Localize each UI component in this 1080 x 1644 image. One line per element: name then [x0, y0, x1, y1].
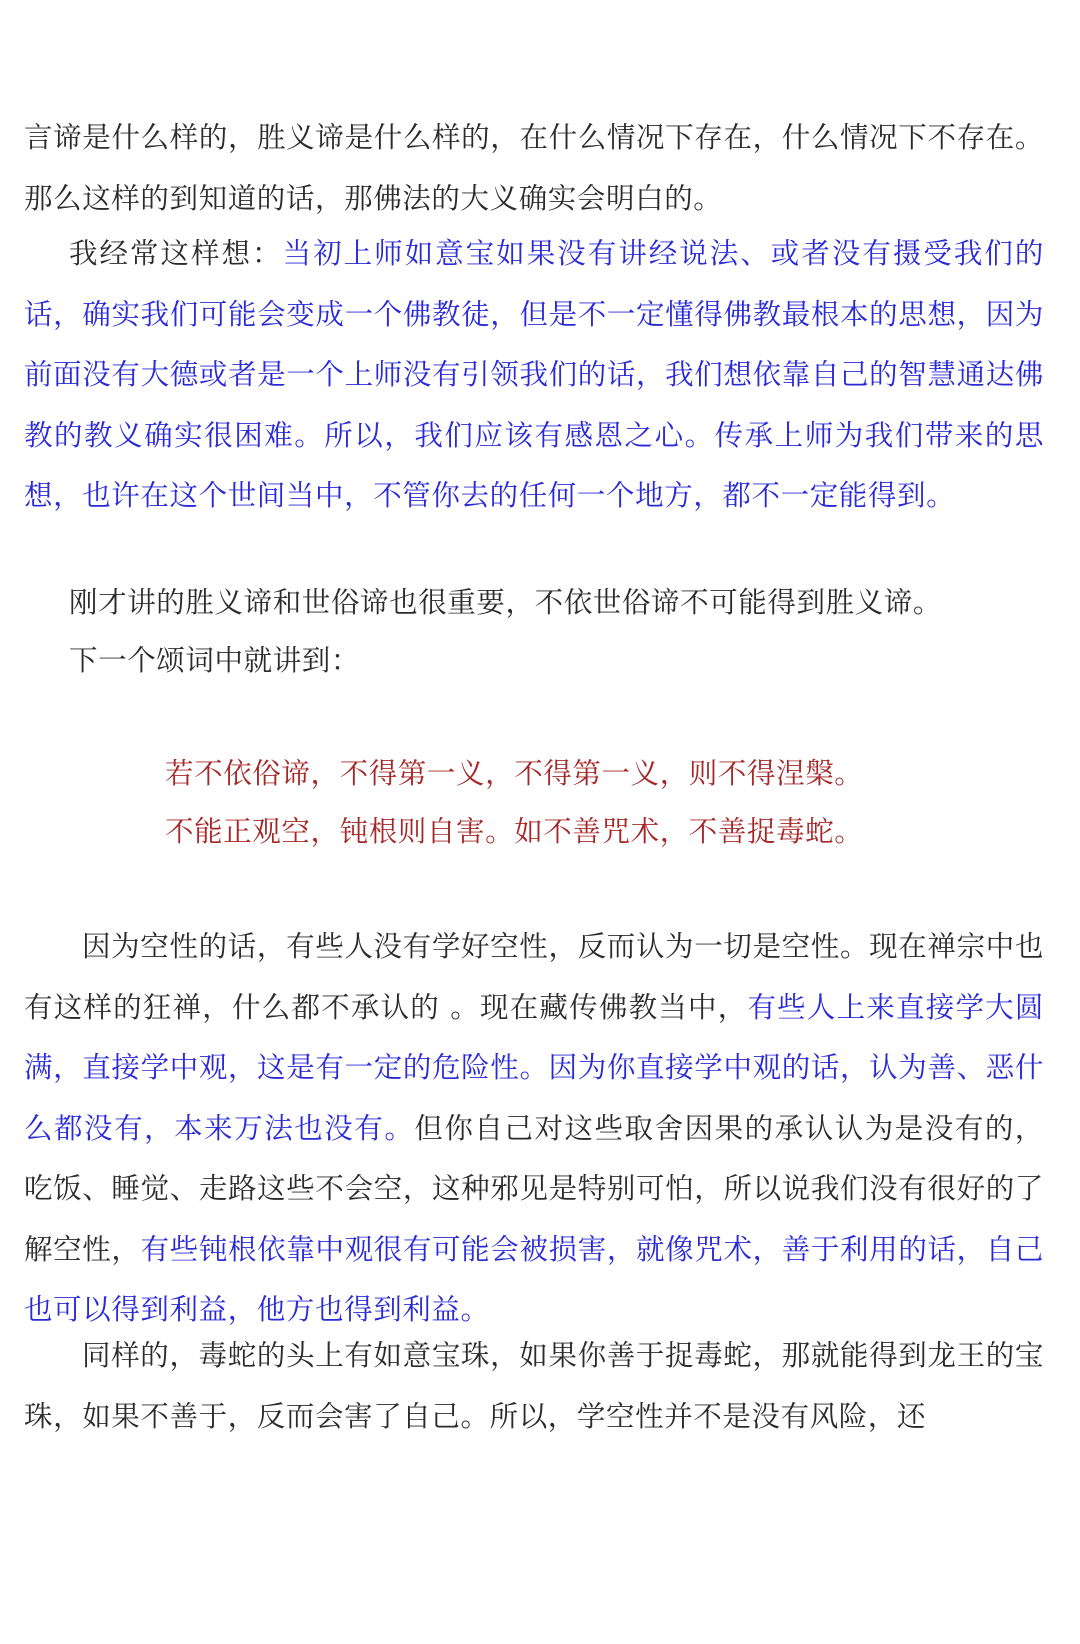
paragraph-3-text: 刚才讲的胜义谛和世俗谛也很重要，不依世俗谛不可能得到胜义谛。	[69, 586, 943, 619]
paragraph-1-text: 言谛是什么样的，胜义谛是什么样的，在什么情况下存在，什么情况下不存在。那么这样的到知道的话，那佛法的大义确实会明白的。	[24, 121, 1044, 215]
verse-block	[165, 745, 1045, 861]
paragraph-5-highlight-2: 有些钝根依靠中观很有可能会被损害，就像咒术，善于利用的话，自己也可以得到利益，他方也得到利益。	[24, 1232, 1044, 1326]
paragraph-2-lead: 我经常这样想：	[69, 237, 283, 270]
paragraph-2-highlight: 当初上师如意宝如果没有讲经说法、或者没有摄受我们的话，确实我们可能会变成一个佛教徒，但是不一定懂得佛教最根本的思想，因为前面没有大德或者是一个上师没有引领我们的话，我们想依靠自己的智慧通达佛教的教义确实很困难。所以，我们应该有感恩之心。传承上师为我们带来的思想，也许在这个世间当中，不管你去的任何一个地方，都不一定能得到。	[24, 237, 1044, 512]
paragraph-6	[24, 1326, 1044, 1447]
verse-line-1: 若不依俗谛，不得第一义，不得第一义，则不得涅槃。	[165, 757, 864, 790]
paragraph-2	[24, 224, 1044, 527]
paragraph-6-text: 同样的，毒蛇的头上有如意宝珠，如果你善于捉毒蛇，那就能得到龙王的宝珠，如果不善于，反而会害了自己。所以，学空性并不是没有风险，还	[24, 1339, 1044, 1433]
paragraph-4-text: 下一个颂词中就讲到：	[69, 644, 361, 677]
verse-line-2: 不能正观空，钝根则自害。如不善咒术，不善捉毒蛇。	[165, 815, 864, 848]
paragraph-5	[24, 917, 1044, 1341]
paragraph-5-text-2: 但你自己对这些取舍因果的承认认为是没有的， 吃饭、睡觉、走路这些不会空，这种邪见是特别可怕，所以说我们没有很好的了解空性，	[24, 1111, 1044, 1266]
paragraph-3	[24, 573, 1044, 634]
paragraph-1	[24, 108, 1044, 229]
paragraph-4	[24, 631, 1044, 692]
paragraph-5-text-1: 因为空性的话，有些人没有学好空性，反而认为一切是空性。现在禅宗中也有这样的狂禅，什么都不承认的 。现在藏传佛教当中，	[24, 930, 1044, 1024]
paragraph-5-highlight-1: 有些人上来直接学大圆满，直接学中观，这是有一定的危险性。因为你直接学中观的话，认为善、恶什么都没有，本来万法也没有。	[24, 990, 1044, 1145]
